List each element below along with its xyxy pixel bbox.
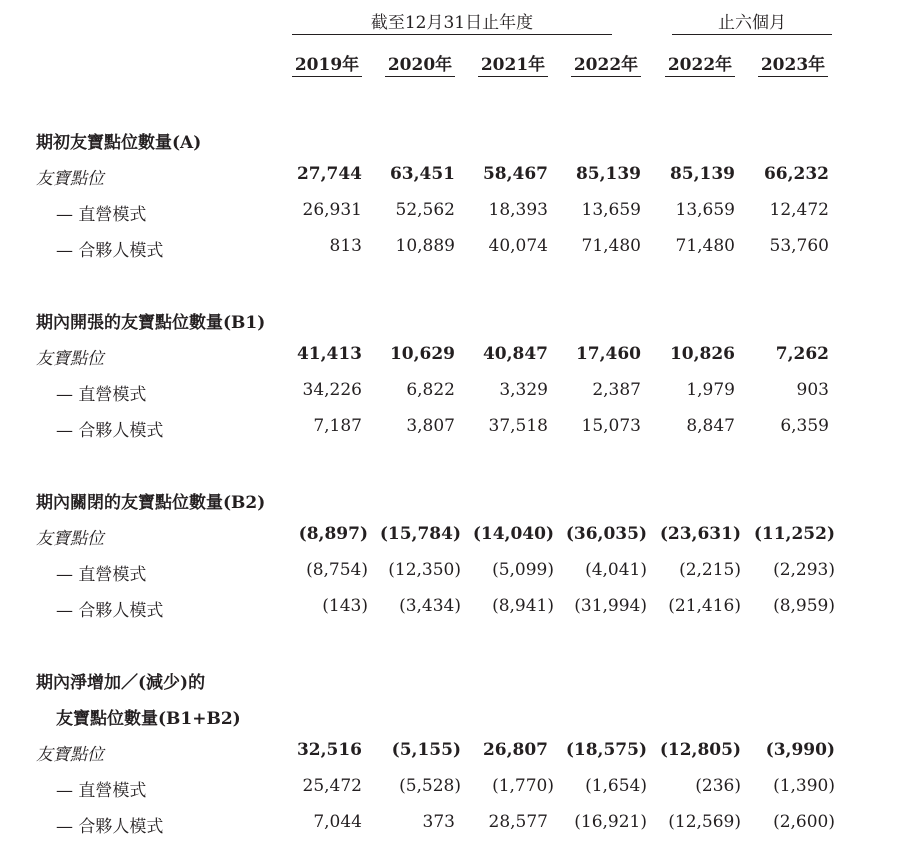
table-cell: 1,979 [686, 380, 735, 400]
table-cell: (8,941) [492, 596, 554, 616]
year-underline [292, 76, 362, 77]
table-cell: 40,847 [482, 344, 548, 364]
table-cell: 28,577 [488, 812, 548, 832]
year-header-2022-half: 2022年 [667, 55, 733, 75]
year-header-2020: 2020年 [387, 55, 453, 75]
row-label-total: 友寶點位 [36, 169, 104, 189]
table-cell: (11,252) [753, 524, 835, 544]
table-cell: (8,897) [298, 524, 368, 544]
table-cell: 18,393 [488, 200, 548, 220]
table-cell: (14,040) [472, 524, 554, 544]
table-cell: 66,232 [763, 164, 829, 184]
table-cell: 10,629 [389, 344, 455, 364]
table-cell: (1,770) [492, 776, 554, 796]
table-cell: 6,822 [406, 380, 455, 400]
table-cell: 2,387 [592, 380, 641, 400]
row-label-direct: — 直營模式 [56, 781, 147, 801]
table-cell: 13,659 [675, 200, 735, 220]
section-title-opened: 期內開張的友寶點位數量(B1) [36, 313, 266, 333]
table-cell: (1,390) [773, 776, 835, 796]
row-label-partner: — 合夥人模式 [56, 421, 164, 441]
table-cell: 26,931 [302, 200, 362, 220]
table-cell: (3,990) [765, 740, 835, 760]
table-cell: 85,139 [669, 164, 735, 184]
table-cell: (36,035) [565, 524, 647, 544]
table-cell: (12,350) [388, 560, 461, 580]
table-cell: 7,262 [775, 344, 829, 364]
year-underline [571, 76, 641, 77]
year-header-2021: 2021年 [480, 55, 546, 75]
table-cell: 71,480 [675, 236, 735, 256]
annual-group-underline [292, 34, 612, 35]
row-label-total: 友寶點位 [36, 745, 104, 765]
table-cell: 10,826 [669, 344, 735, 364]
table-cell: 27,744 [296, 164, 362, 184]
table-cell: 37,518 [488, 416, 548, 436]
table-cell: (4,041) [585, 560, 647, 580]
table-cell: 7,187 [313, 416, 362, 436]
table-cell: 8,847 [686, 416, 735, 436]
table-cell: 3,329 [499, 380, 548, 400]
table-cell: 63,451 [389, 164, 455, 184]
row-label-partner: — 合夥人模式 [56, 241, 164, 261]
half-year-group-underline [672, 34, 832, 35]
year-underline [478, 76, 548, 77]
table-cell: (2,293) [773, 560, 835, 580]
table-cell: 7,044 [313, 812, 362, 832]
table-cell: 10,889 [395, 236, 455, 256]
table-cell: (15,784) [379, 524, 461, 544]
table-cell: (1,654) [585, 776, 647, 796]
row-label-direct: — 直營模式 [56, 565, 147, 585]
table-cell: (12,569) [668, 812, 741, 832]
table-cell: 52,562 [395, 200, 455, 220]
table-cell: 17,460 [575, 344, 641, 364]
table-cell: (5,528) [399, 776, 461, 796]
year-header-2022: 2022年 [573, 55, 639, 75]
half-year-group-header: 止六個月 [718, 13, 786, 33]
table-cell: (12,805) [659, 740, 741, 760]
table-cell: 3,807 [406, 416, 455, 436]
year-header-2019: 2019年 [294, 55, 360, 75]
table-cell: 373 [422, 812, 455, 832]
table-cell: (5,155) [391, 740, 461, 760]
table-cell: (2,215) [679, 560, 741, 580]
year-underline [385, 76, 455, 77]
row-label-partner: — 合夥人模式 [56, 817, 164, 837]
table-cell: 32,516 [296, 740, 362, 760]
annual-group-header: 截至12月31日止年度 [370, 13, 534, 33]
table-cell: 903 [796, 380, 829, 400]
table-cell: 15,073 [581, 416, 641, 436]
table-cell: (236) [695, 776, 741, 796]
table-cell: (16,921) [574, 812, 647, 832]
table-cell: 71,480 [581, 236, 641, 256]
table-cell: (3,434) [399, 596, 461, 616]
row-label-total: 友寶點位 [36, 349, 104, 369]
table-cell: 58,467 [482, 164, 548, 184]
table-cell: (143) [322, 596, 368, 616]
table-cell: 85,139 [575, 164, 641, 184]
section-title-net-change: 期內淨增加／(減少)的 [36, 673, 206, 693]
table-cell: (8,754) [306, 560, 368, 580]
section-title-closed: 期內關閉的友寶點位數量(B2) [36, 493, 266, 513]
table-cell: 34,226 [302, 380, 362, 400]
table-cell: (18,575) [565, 740, 647, 760]
row-label-direct: — 直營模式 [56, 205, 147, 225]
section-title-opening: 期初友寶點位數量(A) [36, 133, 202, 153]
year-header-2023-half: 2023年 [760, 55, 826, 75]
year-underline [665, 76, 735, 77]
table-cell: 813 [329, 236, 362, 256]
row-label-direct: — 直營模式 [56, 385, 147, 405]
table-cell: 41,413 [296, 344, 362, 364]
table-cell: 6,359 [780, 416, 829, 436]
table-cell: (31,994) [574, 596, 647, 616]
table-cell: (5,099) [492, 560, 554, 580]
table-cell: (8,959) [773, 596, 835, 616]
table-cell: (23,631) [659, 524, 741, 544]
section-title-net-change-line2: 友寶點位數量(B1+B2) [56, 709, 241, 729]
year-underline [758, 76, 828, 77]
row-label-total: 友寶點位 [36, 529, 104, 549]
table-cell: 13,659 [581, 200, 641, 220]
table-cell: 53,760 [769, 236, 829, 256]
table-cell: 26,807 [482, 740, 548, 760]
table-cell: 12,472 [769, 200, 829, 220]
table-cell: 25,472 [302, 776, 362, 796]
table-cell: (2,600) [773, 812, 835, 832]
table-cell: 40,074 [488, 236, 548, 256]
table-cell: (21,416) [668, 596, 741, 616]
row-label-partner: — 合夥人模式 [56, 601, 164, 621]
